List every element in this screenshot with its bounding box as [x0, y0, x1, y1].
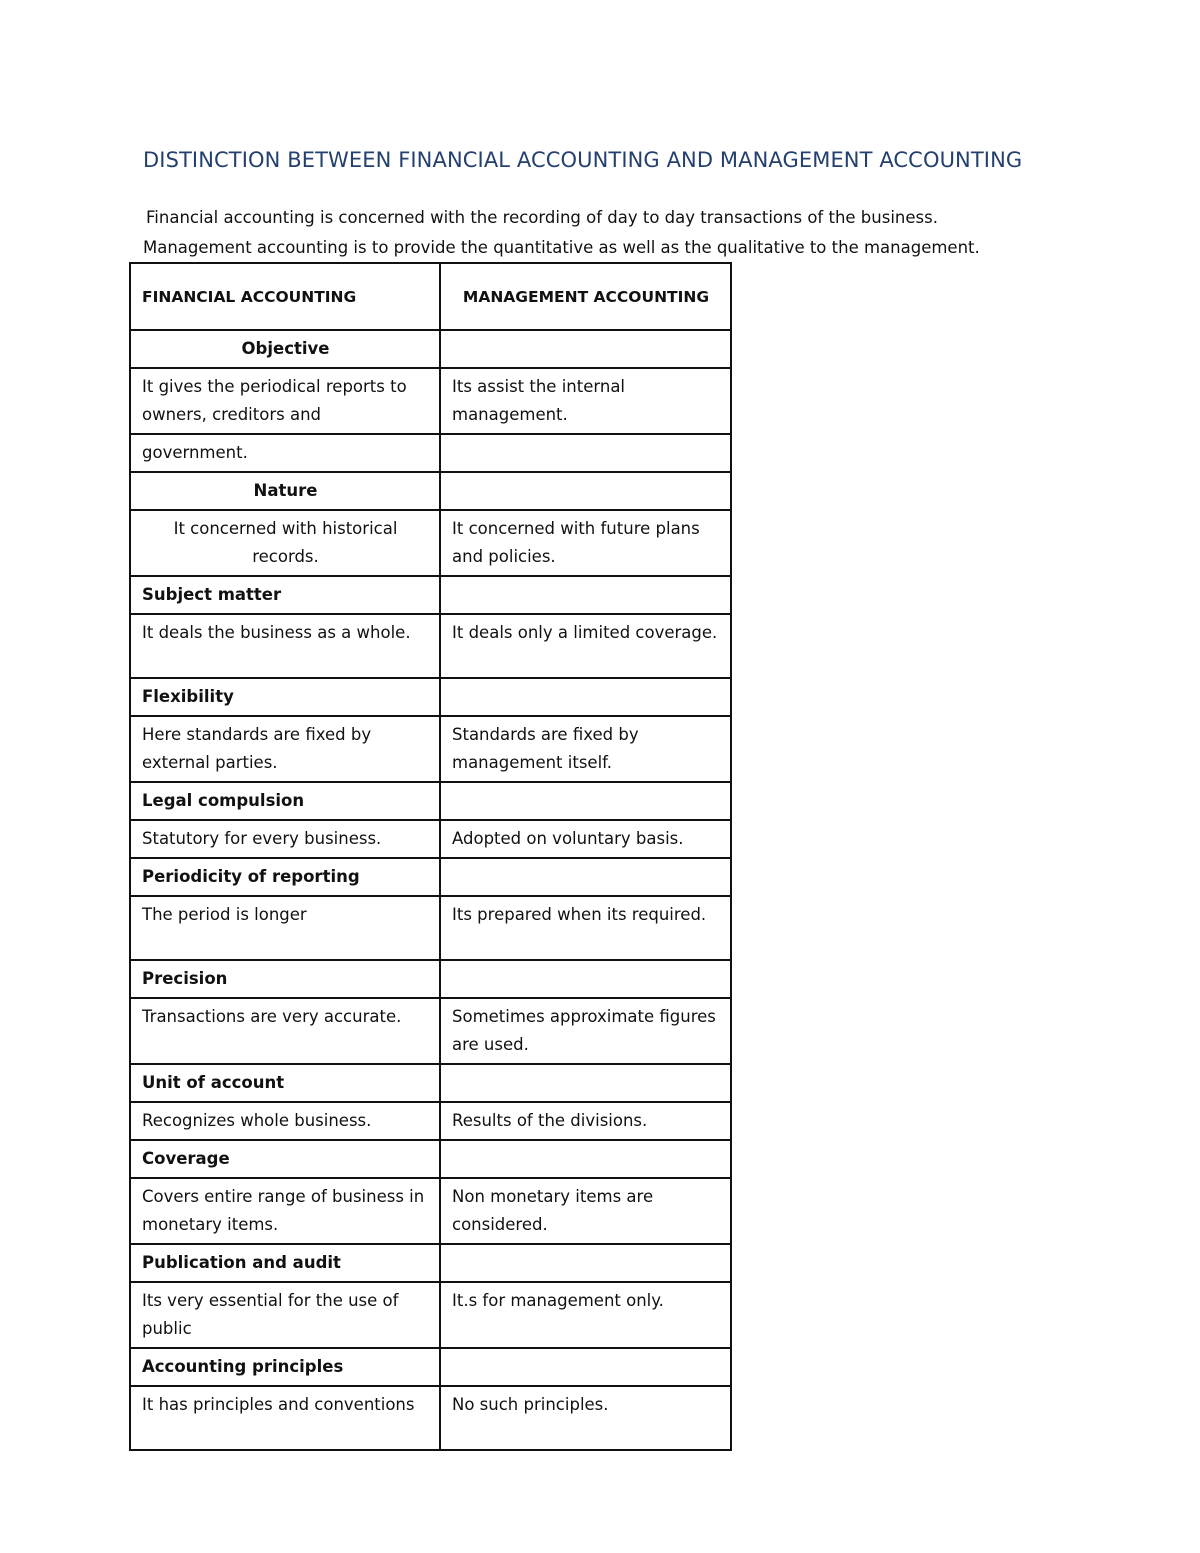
management-cell: Results of the divisions. [440, 1102, 731, 1140]
table-row [130, 1064, 731, 1102]
table-row [130, 716, 731, 782]
management-cell: Its assist the internal management. [440, 368, 731, 434]
table-row [130, 434, 731, 472]
table-row [130, 1244, 731, 1282]
section-blank-cell [440, 678, 731, 716]
financial-cell: It has principles and conventions [130, 1386, 440, 1450]
section-heading: Periodicity of reporting [130, 858, 440, 896]
table-row [130, 330, 731, 368]
financial-cell: It gives the periodical reports to owners, creditors and [130, 368, 440, 434]
table-row [130, 1282, 731, 1348]
management-cell: Its prepared when its required. [440, 896, 731, 960]
section-blank-cell [440, 472, 731, 510]
management-cell: It concerned with future plans and policies. [440, 510, 731, 576]
section-heading: Objective [130, 330, 440, 368]
table-row [130, 1386, 731, 1450]
table-row [130, 1102, 731, 1140]
section-heading: Legal compulsion [130, 782, 440, 820]
table-row [130, 1178, 731, 1244]
section-heading: Flexibility [130, 678, 440, 716]
management-cell [440, 434, 731, 472]
table-row [130, 1140, 731, 1178]
financial-cell: Statutory for every business. [130, 820, 440, 858]
financial-cell: Recognizes whole business. [130, 1102, 440, 1140]
section-blank-cell [440, 1348, 731, 1386]
intro-financial-accounting: Financial accounting is concerned with the recording of day to day transactions of the business. [146, 208, 938, 227]
section-heading: Nature [130, 472, 440, 510]
section-blank-cell [440, 1140, 731, 1178]
financial-cell: Its very essential for the use of public [130, 1282, 440, 1348]
management-cell: Adopted on voluntary basis. [440, 820, 731, 858]
table-row [130, 368, 731, 434]
table-row [130, 510, 731, 576]
management-cell: Non monetary items are considered. [440, 1178, 731, 1244]
section-blank-cell [440, 960, 731, 998]
financial-cell: It deals the business as a whole. [130, 614, 440, 678]
section-blank-cell [440, 1064, 731, 1102]
section-blank-cell [440, 858, 731, 896]
financial-cell: The period is longer [130, 896, 440, 960]
management-cell: Standards are fixed by management itself. [440, 716, 731, 782]
financial-cell: Here standards are fixed by external parties. [130, 716, 440, 782]
table-row [130, 576, 731, 614]
table-header-row [130, 263, 731, 330]
section-blank-cell [440, 576, 731, 614]
table-row [130, 998, 731, 1064]
section-blank-cell [440, 1244, 731, 1282]
table-row [130, 1348, 731, 1386]
financial-cell: government. [130, 434, 440, 472]
section-heading: Subject matter [130, 576, 440, 614]
intro-management-accounting: Management accounting is to provide the quantitative as well as the qualitative to the management. [143, 238, 980, 257]
section-blank-cell [440, 330, 731, 368]
management-cell: It deals only a limited coverage. [440, 614, 731, 678]
section-heading: Unit of account [130, 1064, 440, 1102]
financial-cell: Covers entire range of business in monetary items. [130, 1178, 440, 1244]
header-financial-accounting: FINANCIAL ACCOUNTING [130, 263, 440, 330]
table-row [130, 960, 731, 998]
table-row [130, 820, 731, 858]
financial-cell: Transactions are very accurate. [130, 998, 440, 1064]
page-title: DISTINCTION BETWEEN FINANCIAL ACCOUNTING AND MANAGEMENT ACCOUNTING [143, 148, 1023, 172]
table-row [130, 678, 731, 716]
table-row [130, 782, 731, 820]
section-heading: Precision [130, 960, 440, 998]
section-heading: Accounting principles [130, 1348, 440, 1386]
table-row [130, 858, 731, 896]
comparison-table [129, 262, 732, 1451]
management-cell: No such principles. [440, 1386, 731, 1450]
section-heading: Publication and audit [130, 1244, 440, 1282]
section-blank-cell [440, 782, 731, 820]
financial-cell: It concerned with historical records. [130, 510, 440, 576]
table-row [130, 896, 731, 960]
management-cell: Sometimes approximate figures are used. [440, 998, 731, 1064]
header-management-accounting: MANAGEMENT ACCOUNTING [440, 263, 731, 330]
section-heading: Coverage [130, 1140, 440, 1178]
table-row [130, 614, 731, 678]
management-cell: It.s for management only. [440, 1282, 731, 1348]
table-row [130, 472, 731, 510]
